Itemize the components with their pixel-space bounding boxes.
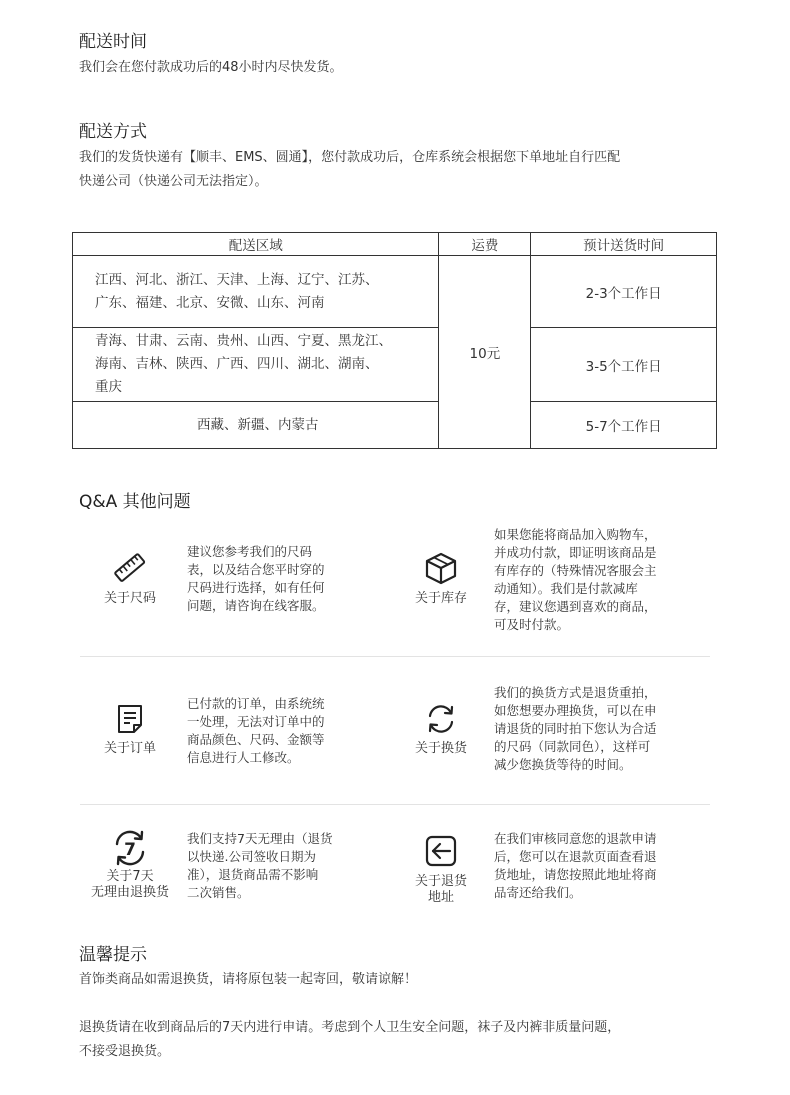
region-cell [73,256,439,328]
qa-label: 关于退货 [414,874,467,889]
qa-size[interactable] [75,550,185,607]
time-cell: 5-7个工作日 [531,402,717,449]
qa-order[interactable] [75,703,185,757]
qa-divider [80,804,710,805]
table-row [73,402,717,449]
qa-divider [80,656,710,657]
region-line: 重庆 [95,379,122,395]
qa-desc-line: 并成功付款，即证明该商品是 [494,545,657,560]
qa-desc-line: 存，建议您遇到喜欢的商品， [494,599,657,614]
qa-desc-line: 二次销售。 [187,885,250,900]
table-header-region: 配送区域 [73,233,439,256]
qa-desc-line: 我们的换货方式是退货重拍， [494,685,657,700]
qa-desc-size [187,543,342,615]
qa-desc-line: 请退货的同时拍下您认为合适 [494,721,657,736]
ruler-icon [112,550,148,586]
qa-label: 地址 [427,890,454,905]
qa-exchange[interactable] [386,703,496,757]
qa-label: 关于换货 [414,741,467,756]
delivery-time-title: 配送时间 [79,32,147,52]
qa-desc-line: 在我们审核同意您的退款申请 [494,831,657,846]
qa-desc-line: 如您想要办理换货，可以在申 [494,703,657,718]
region-cell [73,402,439,449]
qa-desc-line: 品寄还给我们。 [494,885,582,900]
table-header-time: 预计送货时间 [531,233,717,256]
shipping-table [72,232,717,449]
qa-desc-line: 减少您换货等待的时间。 [494,757,632,772]
tips-title: 温馨提示 [79,945,147,965]
qa-desc-line: 信息进行人工修改。 [187,750,300,765]
qa-label: 关于尺码 [103,591,156,606]
region-line: 海南、吉林、陕西、广西、四川、湖北、湖南、 [95,356,379,372]
qa-desc-line: 后，您可以在退款页面查看退 [494,849,657,864]
qa-desc-line: 可及时付款。 [494,617,570,632]
qa-seven-day-return[interactable] [75,830,185,901]
tips-text-line3: 不接受退换货。 [79,1044,171,1059]
qa-desc-line: 建议您参考我们的尺码 [187,544,313,559]
qa-desc-line: 我们支持7天无理由（退货 [187,831,333,846]
qa-label: 关于库存 [414,591,467,606]
qa-title: Q&A 其他问题 [79,492,191,512]
return-address-icon [424,834,458,868]
qa-label: 关于订单 [103,741,156,756]
qa-label: 关于7天 [106,869,154,884]
qa-desc-exchange [494,684,679,774]
qa-return-address[interactable] [386,834,496,906]
qa-desc-seven-day-return [187,830,342,902]
delivery-method-title: 配送方式 [79,122,147,142]
qa-desc-line: 已付款的订单，由系统统 [187,696,325,711]
qa-desc-stock [494,526,679,634]
delivery-method-text-line1: 我们的发货快递有【顺丰、EMS、圆通】，您付款成功后，仓库系统会根据您下单地址自行匹配 [79,150,621,165]
time-cell: 3-5个工作日 [531,328,717,402]
box-icon [424,551,458,585]
qa-desc-order [187,695,342,767]
qa-desc-line: 一处理，无法对订单中的 [187,714,325,729]
qa-desc-line: 尺码进行选择，如有任何 [187,580,325,595]
fee-cell: 10元 [439,256,531,449]
qa-desc-line: 商品颜色、尺码、金额等 [187,732,325,747]
qa-desc-line: 的尺码（同款同色），这样可 [494,739,651,754]
table-header-row [73,233,717,256]
qa-desc-line: 如果您能将商品加入购物车， [494,527,657,542]
qa-stock[interactable] [386,551,496,607]
qa-desc-line: 有库存的（特殊情况客服会主 [494,563,657,578]
qa-desc-line: 问题，请咨询在线客服。 [187,598,325,613]
table-row [73,328,717,402]
tips-text-line1: 首饰类商品如需退换货，请将原包装一起寄回，敬请谅解！ [79,972,418,987]
qa-desc-line: 货地址，请您按照此地址将商 [494,867,657,882]
delivery-time-text: 我们会在您付款成功后的48小时内尽快发货。 [79,60,343,75]
qa-label: 无理由退换货 [90,885,169,900]
seven-day-return-icon [111,830,149,866]
qa-desc-line: 表，以及结合您平时穿的 [187,562,325,577]
region-line: 西藏、新疆、内蒙古 [196,416,319,433]
region-line: 广东、福建、北京、安微、山东、河南 [95,294,325,311]
qa-desc-line: 动通知）。我们是付款减库 [494,581,638,596]
qa-desc-return-address [494,830,679,902]
region-cell [73,328,439,402]
table-header-fee: 运费 [439,233,531,256]
seven-day-icon-text: 7 [124,840,136,860]
qa-desc-line: 以快递.公司签收日期为 [187,849,316,864]
exchange-icon [425,703,457,735]
qa-desc-line: 准），退货商品需不影响 [187,867,319,882]
delivery-method-text-line2: 快递公司（快递公司无法指定）。 [79,174,268,189]
region-line: 江西、河北、浙江、天津、上海、辽宁、江苏、 [95,271,379,288]
table-row [73,256,717,328]
tips-text-line2: 退换货请在收到商品后的7天内进行申请。考虑到个人卫生安全问题，袜子及内裤非质量问题， [79,1020,621,1035]
time-cell: 2-3个工作日 [531,256,717,328]
region-line: 青海、甘肃、云南、贵州、山西、宁夏、黑龙江、 [95,333,392,349]
order-icon [115,703,145,735]
